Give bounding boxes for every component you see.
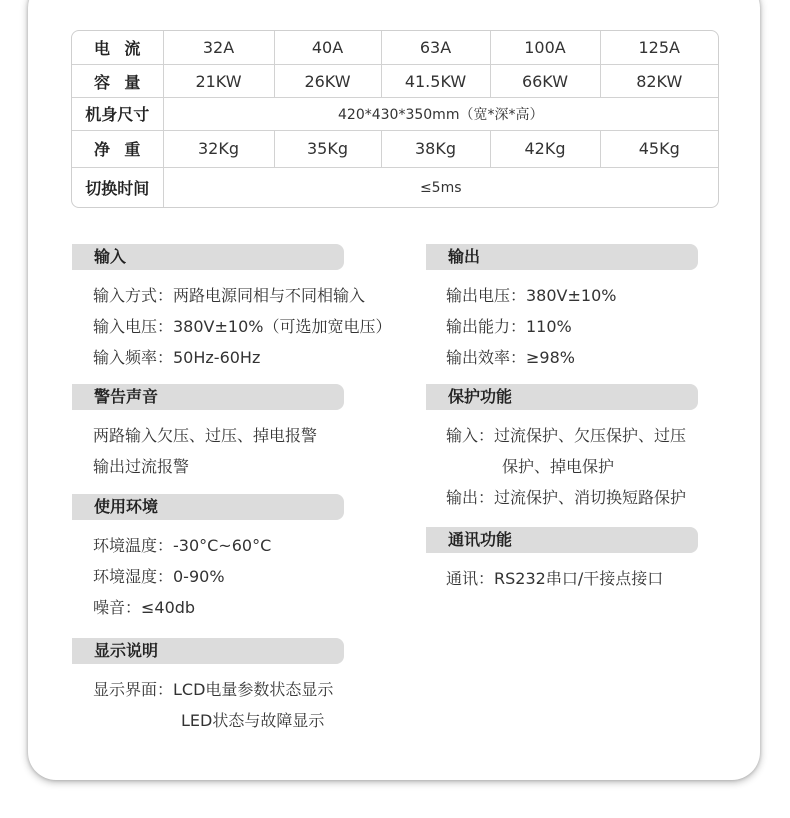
table-row-current <box>72 31 718 64</box>
table-cell: 38Kg <box>381 130 490 167</box>
row-label-switch-time: 切换时间 <box>72 168 163 207</box>
row-label-current: 电流 <box>72 31 163 64</box>
table-cell: 125A <box>600 31 718 64</box>
row-label-capacity: 容量 <box>72 64 163 97</box>
section-title-alarm: 警告声音 <box>72 384 344 410</box>
section-title-environment: 使用环境 <box>72 494 344 520</box>
row-label-dimensions: 机身尺寸 <box>72 98 163 130</box>
table-cell: 82KW <box>600 64 718 97</box>
env-humidity-text: 环境湿度：0-90% <box>93 567 225 586</box>
protection-text-1: 输入：过流保护、欠压保护、过压 <box>446 426 687 445</box>
alarm-text-1: 两路输入欠压、过压、掉电报警 <box>93 426 318 445</box>
table-row-weight <box>72 130 718 167</box>
table-row-switch-time <box>72 168 718 207</box>
table-cell-span: ≤5ms <box>163 168 718 207</box>
env-temperature-text: 环境温度：-30°C~60°C <box>93 536 272 555</box>
table-cell: 100A <box>490 31 600 64</box>
display-text-1: 显示界面：LCD电量参数状态显示 <box>93 680 334 699</box>
section-title-comm: 通讯功能 <box>426 527 698 553</box>
display-text-2: LED状态与故障显示 <box>181 711 325 730</box>
table-cell: 32A <box>163 31 274 64</box>
output-voltage-text: 输出电压：380V±10% <box>446 286 617 305</box>
table-cell: 40A <box>274 31 381 64</box>
table-cell: 32Kg <box>163 130 274 167</box>
comm-text: 通讯：RS232串口/干接点接口 <box>446 569 664 588</box>
spec-table <box>71 30 719 208</box>
table-cell: 42Kg <box>490 130 600 167</box>
section-title-protection: 保护功能 <box>426 384 698 410</box>
input-frequency-text: 输入频率：50Hz-60Hz <box>93 348 261 367</box>
protection-text-3: 输出：过流保护、消切换短路保护 <box>446 488 687 507</box>
table-cell: 66KW <box>490 64 600 97</box>
output-efficiency-text: 输出效率：≥98% <box>446 348 575 367</box>
table-row-dimensions <box>72 98 718 130</box>
section-title-display: 显示说明 <box>72 638 344 664</box>
section-title-output: 输出 <box>426 244 698 270</box>
protection-text-2: 保护、掉电保护 <box>502 457 615 476</box>
env-noise-text: 噪音：≤40db <box>93 598 196 617</box>
table-cell: 41.5KW <box>381 64 490 97</box>
output-capacity-text: 输出能力：110% <box>446 317 572 336</box>
section-title-input: 输入 <box>72 244 344 270</box>
input-voltage-text: 输入电压：380V±10%（可选加宽电压） <box>93 317 392 336</box>
table-cell-span: 420*430*350mm（宽*深*高） <box>163 98 718 130</box>
table-cell: 21KW <box>163 64 274 97</box>
table-cell: 63A <box>381 31 490 64</box>
row-label-weight: 净重 <box>72 130 163 167</box>
input-mode-text: 输入方式：两路电源同相与不同相输入 <box>93 286 366 305</box>
table-cell: 26KW <box>274 64 381 97</box>
table-row-capacity <box>72 64 718 97</box>
table-cell: 45Kg <box>600 130 718 167</box>
alarm-text-2: 输出过流报警 <box>93 457 190 476</box>
table-cell: 35Kg <box>274 130 381 167</box>
